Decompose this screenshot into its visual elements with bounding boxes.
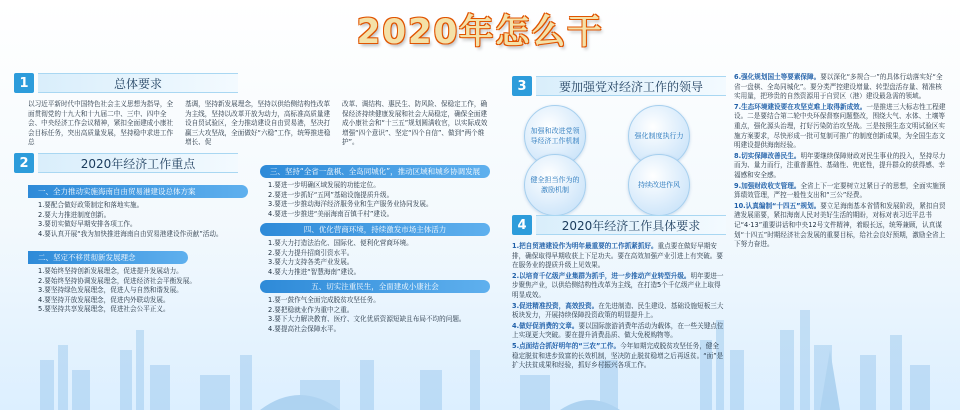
section-4-title: 2020年经济工作具体要求 [536,215,726,235]
list-item: 3.要切实做好早期安排各项工作。 [38,220,137,229]
requirement-body: 明年要进一步聚焦产业，以供给侧结构性改革为主线，在打造5个千亿级产业上取得明显成效。 [512,271,724,299]
list-item: 1.要大力打造法治化、国际化、便利化营商环境。 [268,239,413,247]
requirement-body: 重点要在做好早期安排，确保取得早期收获上下足功夫。要在高效加强产业引进上有突破。要在服务业的提质升级上见效果。 [512,242,723,270]
group-2-title: 二、坚定不移贯彻新发展理念 [28,251,188,264]
section-2-header [14,153,238,173]
leadership-item-4: 持续改进作风 [628,154,690,216]
requirement-lead: 6.强化规划国土等要素保障。 [734,73,821,81]
list-item: 1.要一鼓作气全面完成脱贫攻坚任务。 [268,296,380,304]
group-2-list [38,267,253,315]
list-item: 1.要始终坚持创新发展理念，促进提升发展动力。 [38,267,183,275]
section-1-header [14,73,494,93]
leadership-item-3: 健全担当作为的激励机制 [524,154,586,216]
list-item: 2.要把稳就业作为重中之重。 [268,305,354,314]
list-item: 4.要大力推进“智慧海南”建设。 [268,267,361,276]
list-item: 2.要大力提升招商引资水平。 [268,248,354,257]
requirement-body: 一是推进三大标志性工程建设。二是要结合第二轮中央环保督察问题整改，围绕大气、水体、土壤等重点，强化源头治理，打好污染防治攻坚战。三是按照生态文明试验区实施方案要求，尽快形成一批可复制可推广的制度创新成果，为全国生态文明建设提供海南经验。 [734,102,946,150]
requirement-body: 要以国际旅游消费年活动为载体，在一些关键点位上实现更大突破。要在提升消费品质、做大免税购物等。 [512,321,724,340]
list-item: 4.要提高社会保障水平。 [268,324,341,333]
group-4-list [268,239,493,277]
requirement-item [512,342,724,371]
requirement-item [734,103,946,151]
list-item: 3.要坚持绿色发展理念，促进人与自然和谐发展。 [38,286,183,295]
requirement-lead: 1.把自贸港建设作为明年最重要的工作抓紧抓好。 [512,242,658,250]
leadership-item-1: 加强和改进党领导经济工作机制 [524,105,586,167]
requirement-item [734,202,946,250]
group-5-list [268,296,493,334]
list-item: 4.要坚持开放发展理念，促进内外联动发展。 [38,295,170,304]
section-1-col-1: 以习近平新时代中国特色社会主义思想为指导，全面贯彻党的十九大和十九届二中、三中、四中全会、中央经济工作会议精神，紧扣全面建成小康社会目标任务，突出高质量发展，坚持稳中求进工作总 [28,100,174,147]
list-item: 1.要进一步明确区域发展的功能定位。 [268,181,380,189]
requirement-lead: 3.促进精准投资，高效投资。 [512,301,599,310]
requirement-item [734,73,946,102]
list-item: 5.要坚持共享发展理念，促进社会公平正义。 [38,305,170,314]
section-3-title: 要加强党对经济工作的领导 [536,76,726,96]
requirement-lead: 4.做好促消费的文章。 [512,321,579,330]
requirement-lead: 5.点面结合抓好明年的“三农”工作。 [512,341,621,350]
requirement-lead: 7.生态环境建设要在攻坚克难上取得新成效。 [734,102,867,111]
list-item: 3.要下大力解决教育、医疗、文化优质资源短缺且布局不均的问题。 [268,315,466,324]
requirement-item [512,242,724,271]
group-3-list [268,181,493,219]
group-1-list [38,201,253,239]
requirements-right-column [734,73,946,251]
board-title: 2020年怎么干 [356,12,604,52]
group-1-title: 一、全力推动实施海南自由贸易港建设总体方案 [28,185,248,198]
list-item: 3.要大力支持各类产业发展。 [268,258,354,267]
requirements-left-column [512,242,724,372]
group-5-title: 五、切实注重民生，全面建成小康社会 [260,280,490,293]
section-number: 2 [14,153,34,173]
requirement-lead: 9.加强财政收支管理。 [734,181,801,190]
requirement-body: 在先进制造、民生建设、基础设施短板三大板块发力，开展持续保障投资政策的明显提升上。 [512,301,724,320]
list-item: 2.要始终坚持协调发展理念，促进经济社会平衡发展。 [38,276,196,285]
requirement-body: 今年如期完成脱贫攻坚任务，健全稳定脱贫和进步致富的长效机制，坚决防止脱贫稳增之后再返贫。“面”是扩大扶贫成果和经验，抓好乡村振兴各项工作。 [512,341,724,370]
list-item: 2.要进一步抓好“五网”基础设施提质升级。 [268,190,394,199]
requirement-body: 要以深化“多规合一”的具体行动落实好“全省一盘棋、全岛同城化”。要分类严控建设增量、转型盘活存量、精准核实用量，把珍贵的自然资源用于自贸区（港）建设最急需的领域。 [734,73,943,101]
group-3-title: 三、坚持“全省一盘棋、全岛同城化”，推动区域和城乡协调发展 [260,165,490,178]
section-number: 3 [512,76,532,96]
requirement-item [512,302,724,321]
section-1-col-2: 基调，坚持新发展理念，坚持以供给侧结构性改革为主线，坚持以改革开放为动力，高标准高质量建设自贸试验区，全力推动建设自由贸易港，坚决打赢三大攻坚战，全面做好“六稳”工作，统筹推进稳增长、促 [185,100,331,147]
requirement-lead: 2.以培育千亿级产业集群为抓手，进一步推动产业转型升级。 [512,271,691,280]
leadership-item-2: 强化制度执行力 [628,105,690,167]
section-1-title: 总体要求 [38,73,238,93]
requirement-lead: 10.认真编制“十四五”规划。 [734,201,821,210]
section-number: 1 [14,73,34,93]
requirement-item [512,322,724,341]
requirement-item [734,152,946,181]
requirement-lead: 8.切实保障改善民生。 [734,151,801,160]
list-item: 3.要进一步推动海洋经济服务业和生产服务业协同发展。 [268,200,433,209]
requirement-body: 明年要继续保障财政对民生事业的投入，坚持尽力而为、量力而行，注重普惠性、基础性、兜底性，提升群众的获得感、幸福感和安全感。 [734,151,946,179]
section-3-header [512,76,726,96]
list-item: 4.要进一步推进“美丽海南百镇千村”建设。 [268,209,394,218]
group-4-title: 四、优化营商环境，持续激发市场主体活力 [260,223,490,236]
list-item: 1.要配合做好政策制定和落地实施。 [38,201,144,209]
requirement-item [512,272,724,301]
section-1-col-3: 改革、调结构、惠民生、防风险、保稳定工作，确保经济持续健康发展和社会大局稳定，确保全面建成小康社会和“十三五”规划圆满收官，以实际成效增强“四个意识”、坚定“四个自信”、做到“两个维护”。 [342,100,488,147]
section-2-title: 2020年经济工作重点 [38,153,238,173]
requirement-body: 全省上下一定要树立过紧日子的思想，全面实施预算绩效管理，严控一般性支出和“三公”经费。 [734,181,946,200]
requirement-item [734,182,946,201]
list-item: 4.要认真开展“我为加快推进海南自由贸易港建设作贡献”活动。 [38,229,223,238]
list-item: 2.要大力推进制度创新。 [38,210,111,219]
requirement-body: 要立足海南基本省情和发展阶段，紧扣自贸港发展需要，紧扣海南人民对美好生活的期盼，对标对表习近平总书记“4·13”重要讲话和中央12号文件精神，着眼长远，统筹兼顾，认真谋划“十四五”时期经济社会发展的重要目标，给社会良好预期，激励全省上下努力奋进。 [734,201,946,249]
section-4-header [512,215,726,235]
section-number: 4 [512,215,532,235]
